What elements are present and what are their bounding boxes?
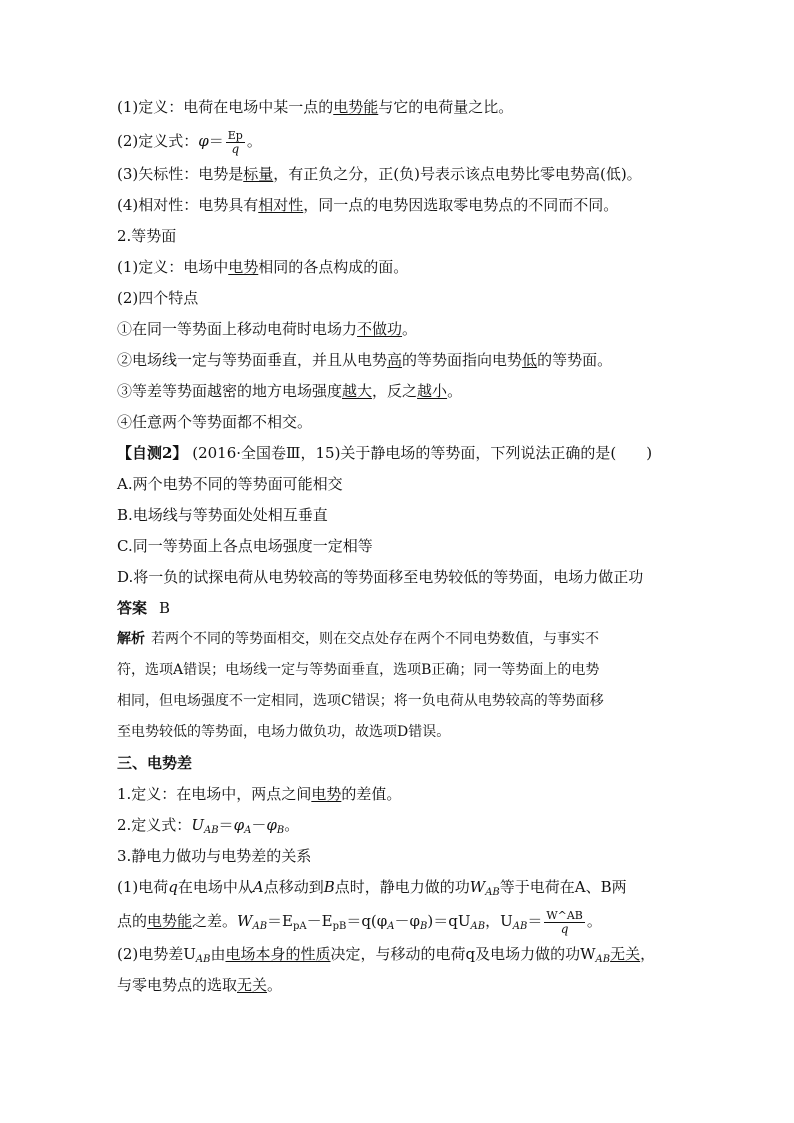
feature-2: ②电场线一定与等势面垂直，并且从电势高的等势面指向电势低的等势面。 xyxy=(117,351,613,369)
underlined-term: 电场本身的性质 xyxy=(225,945,331,963)
underlined-term: 电势 xyxy=(228,258,259,276)
potential-formula: (2)定义式：φ＝ $\frac{Ep}{q}$ 。 xyxy=(117,128,262,156)
section-heading: 2.等势面 xyxy=(117,227,177,245)
explanation-line-1: 解析 若两个不同的等势面相交，则在交点处存在两个不同电势数值，与事实不 xyxy=(117,631,599,647)
feature-3: ③等差等势面越密的地方电场强度越大，反之越小。 xyxy=(117,382,463,400)
pd-formula: 2.定义式：$U_{AB}=\varphi_A-\varphi_B$。 xyxy=(117,816,300,836)
explanation-line-4: 至电势较低的等势面，电场力做负功，故选项D错误。 xyxy=(117,724,451,740)
scalar-property: (3)矢标性：电势是标量，有正负之分，正(负)号表示该点电势比零电势高(低)。 xyxy=(117,165,642,183)
option-a: A.两个电势不同的等势面可能相交 xyxy=(117,475,343,493)
work-relation-line-2: 点的电势能之差。$W_{AB}=E_{pA}-E_{pB}=q(\varphi_A-\varphi_B)=qU_{AB}$，$U_{AB}=$ $\frac{W\^{}AB}{q}$ 。 xyxy=(117,908,602,936)
underlined-term: 电势能 xyxy=(147,912,193,930)
underlined-term: 越小 xyxy=(417,382,448,400)
underlined-term: 无关 xyxy=(610,945,641,963)
option-c: C.同一等势面上各点电场强度一定相等 xyxy=(117,537,373,555)
underlined-term: 越大 xyxy=(342,382,373,400)
underlined-term: 标量 xyxy=(243,165,274,183)
pd-definition: 1.定义：在电场中，两点之间电势的差值。 xyxy=(117,785,402,803)
answer-label: 答案 xyxy=(117,599,148,617)
underlined-term: 高 xyxy=(387,351,403,369)
option-b: B.电场线与等势面处处相互垂直 xyxy=(117,506,328,524)
relativity-property: (4)相对性：电势具有相对性，同一点的电势因选取零电势点的不同而不同。 xyxy=(117,196,619,214)
explanation-line-2: 符，选项A错误；电场线一定与等势面垂直，选项B正确；同一等势面上的电势 xyxy=(117,662,600,678)
answer-value: B xyxy=(159,599,171,617)
underlined-term: 电势能 xyxy=(333,98,379,116)
potential-definition: (1)定义：电荷在电场中某一点的电势能与它的电荷量之比。 xyxy=(117,98,514,116)
work-relation-line-1: (1)电荷q在电场中从A点移动到B点时，静电力做的功$W_{AB}$等于电荷在A、B两 xyxy=(117,878,627,898)
feature-4: ④任意两个等势面都不相交。 xyxy=(117,413,313,431)
document-page xyxy=(117,92,687,1001)
explanation-line-3: 相同，但电场强度不一定相同，选项C错误；将一负电荷从电势较高的等势面移 xyxy=(117,693,604,709)
question-text: (2016·全国卷Ⅲ，15)关于静电场的等势面，下列说法正确的是( ) xyxy=(192,444,653,462)
underlined-term: 低 xyxy=(522,351,538,369)
section-title: 三、电势差 xyxy=(117,754,193,772)
answer xyxy=(117,593,687,624)
question-label: 【自测2】 xyxy=(117,444,188,462)
work-relation-heading: 3.静电力做功与电势差的关系 xyxy=(117,847,312,865)
feature-1: ①在同一等势面上移动电荷时电场力不做功。 xyxy=(117,320,418,338)
fraction: $\frac{Ep}{q}$ xyxy=(227,128,243,156)
pd-property-line-1: (2)电势差$U_{AB}$由电场本身的性质决定，与移动的电荷q及电场力做的功$W_{AB}$无关， xyxy=(117,945,656,965)
question xyxy=(117,438,687,469)
subsection-heading: (2)四个特点 xyxy=(117,289,199,307)
equipotential-definition: (1)定义：电场中电势相同的各点构成的面。 xyxy=(117,258,409,276)
underlined-term: 无关 xyxy=(237,976,268,994)
fraction: $\frac{W\^{}AB}{q}$ xyxy=(546,908,583,936)
pd-property-line-2: 与零电势点的选取无关。 xyxy=(117,976,283,994)
underlined-term: 相对性 xyxy=(258,196,304,214)
underlined-term: 电势 xyxy=(311,785,342,803)
underlined-term: 不做功 xyxy=(357,320,403,338)
explanation-label: 解析 xyxy=(117,631,145,647)
option-d: D.将一负的试探电荷从电势较高的等势面移至电势较低的等势面，电场力做正功 xyxy=(117,568,644,586)
